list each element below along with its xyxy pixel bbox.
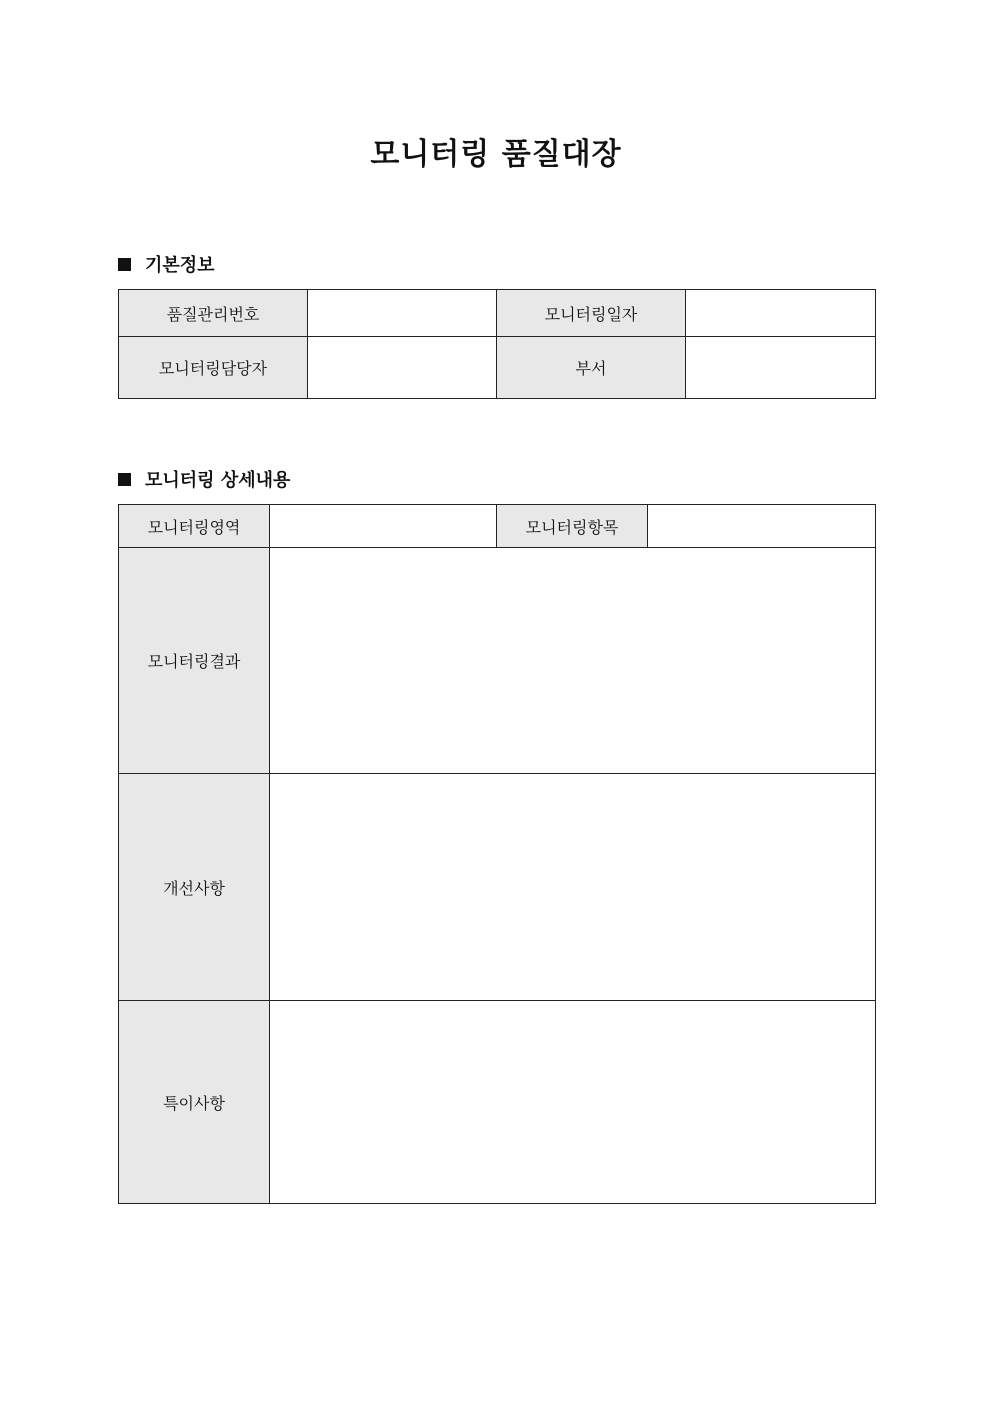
monitoring-date-label: 모니터링일자	[497, 290, 686, 337]
table-row	[119, 505, 876, 548]
monitoring-manager-label: 모니터링담당자	[119, 337, 308, 399]
monitoring-item-label: 모니터링항목	[497, 505, 648, 548]
monitoring-date-field[interactable]	[686, 290, 876, 337]
special-notes-field[interactable]	[270, 1001, 876, 1204]
monitoring-area-field[interactable]	[270, 505, 497, 548]
table-row	[119, 1001, 876, 1204]
quality-number-label: 품질관리번호	[119, 290, 308, 337]
department-label: 부서	[497, 337, 686, 399]
improvements-field[interactable]	[270, 774, 876, 1001]
monitoring-item-field[interactable]	[648, 505, 876, 548]
monitoring-result-label: 모니터링결과	[119, 548, 270, 774]
basic-info-heading-text: 기본정보	[145, 255, 215, 276]
table-row	[119, 337, 876, 399]
table-row	[119, 774, 876, 1001]
page-title: 모니터링 품질대장	[370, 137, 622, 172]
special-notes-label: 특이사항	[119, 1001, 270, 1204]
details-heading-text: 모니터링 상세내용	[145, 470, 291, 491]
improvements-label: 개선사항	[119, 774, 270, 1001]
basic-info-heading	[118, 251, 215, 277]
table-row	[119, 548, 876, 774]
quality-number-field[interactable]	[308, 290, 497, 337]
monitoring-area-label: 모니터링영역	[119, 505, 270, 548]
details-table	[118, 504, 876, 1204]
details-heading	[118, 466, 290, 492]
square-bullet-icon	[118, 258, 131, 271]
department-field[interactable]	[686, 337, 876, 399]
monitoring-result-field[interactable]	[270, 548, 876, 774]
table-row	[119, 290, 876, 337]
monitoring-manager-field[interactable]	[308, 337, 497, 399]
basic-info-table	[118, 289, 876, 399]
square-bullet-icon	[118, 473, 131, 486]
